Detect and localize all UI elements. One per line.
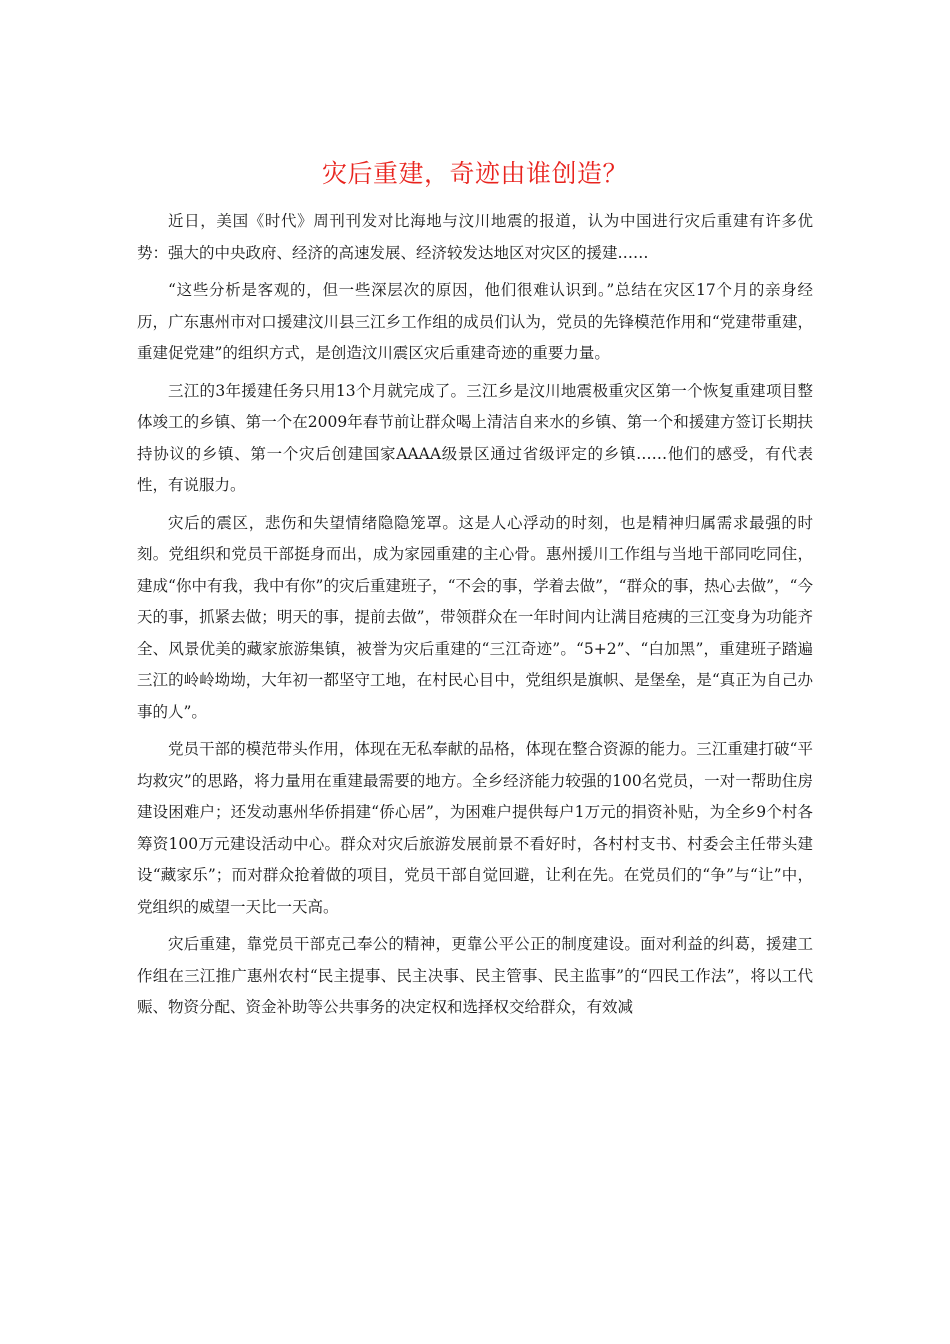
- paragraph-4: 灾后的震区，悲伤和失望情绪隐隐笼罩。这是人心浮动的时刻，也是精神归属需求最强的时刻。党组织和党员干部挺身而出，成为家园重建的主心骨。惠州援川工作组与当地干部同吃同住，建成“你中有我，我中有你”的灾后重建班子，“不会的事，学着去做”，“群众的事，热心去做”，“今天的事，抓紧去做；明天的事，提前去做”，带领群众在一年时间内让满目疮痍的三江变身为功能齐全、风景优美的藏家旅游集镇，被誉为灾后重建的“三江奇迹”。“5+2”、“白加黑”，重建班子踏遍三江的岭岭坳坳，大年初一都坚守工地，在村民心目中，党组织是旗帜、是堡垒，是“真正为自己办事的人”。: [137, 513, 813, 721]
- document-body: [137, 206, 813, 1030]
- paragraph-2: “这些分析是客观的，但一些深层次的原因，他们很难认识到。”总结在灾区17个月的亲身经历，广东惠州市对口援建汶川县三江乡工作组的成员们认为，党员的先锋模范作用和“党建带重建，重建促党建”的组织方式，是创造汶川震区灾后重建奇迹的重要力量。: [137, 281, 813, 362]
- paragraph-5: 党员干部的模范带头作用，体现在无私奉献的品格，体现在整合资源的能力。三江重建打破“平均救灾”的思路，将力量用在重建最需要的地方。全乡经济能力较强的100名党员，一对一帮助住房建设困难户；还发动惠州华侨捐建“侨心居”，为困难户提供每户1万元的捐资补贴，为全乡9个村各筹资100万元建设活动中心。群众对灾后旅游发展前景不看好时，各村村支书、村委会主任带头建设“藏家乐”；而对群众抢着做的项目，党员干部自觉回避，让利在先。在党员们的“争”与“让”中，党组织的威望一天比一天高。: [137, 740, 813, 916]
- paragraph-6: 灾后重建，靠党员干部克己奉公的精神，更靠公平公正的制度建设。面对利益的纠葛，援建工作组在三江推广惠州农村“民主提事、民主决事、民主管事、民主监事”的“四民工作法”，将以工代赈、物资分配、资金补助等公共事务的决定权和选择权交给群众，有效减: [137, 935, 813, 1016]
- document-title: 灾后重建，奇迹由谁创造？: [321, 159, 628, 188]
- paragraph-3: 三江的3年援建任务只用13个月就完成了。三江乡是汶川地震极重灾区第一个恢复重建项目整体竣工的乡镇、第一个在2009年春节前让群众喝上清洁自来水的乡镇、第一个和援建方签订长期扶持协议的乡镇、第一个灾后创建国家AAAA级景区通过省级评定的乡镇……他们的感受，有代表性，有说服力。: [137, 381, 813, 494]
- paragraph-1: 近日，美国《时代》周刊刊发对比海地与汶川地震的报道，认为中国进行灾后重建有许多优势：强大的中央政府、经济的高速发展、经济较发达地区对灾区的援建……: [137, 212, 813, 262]
